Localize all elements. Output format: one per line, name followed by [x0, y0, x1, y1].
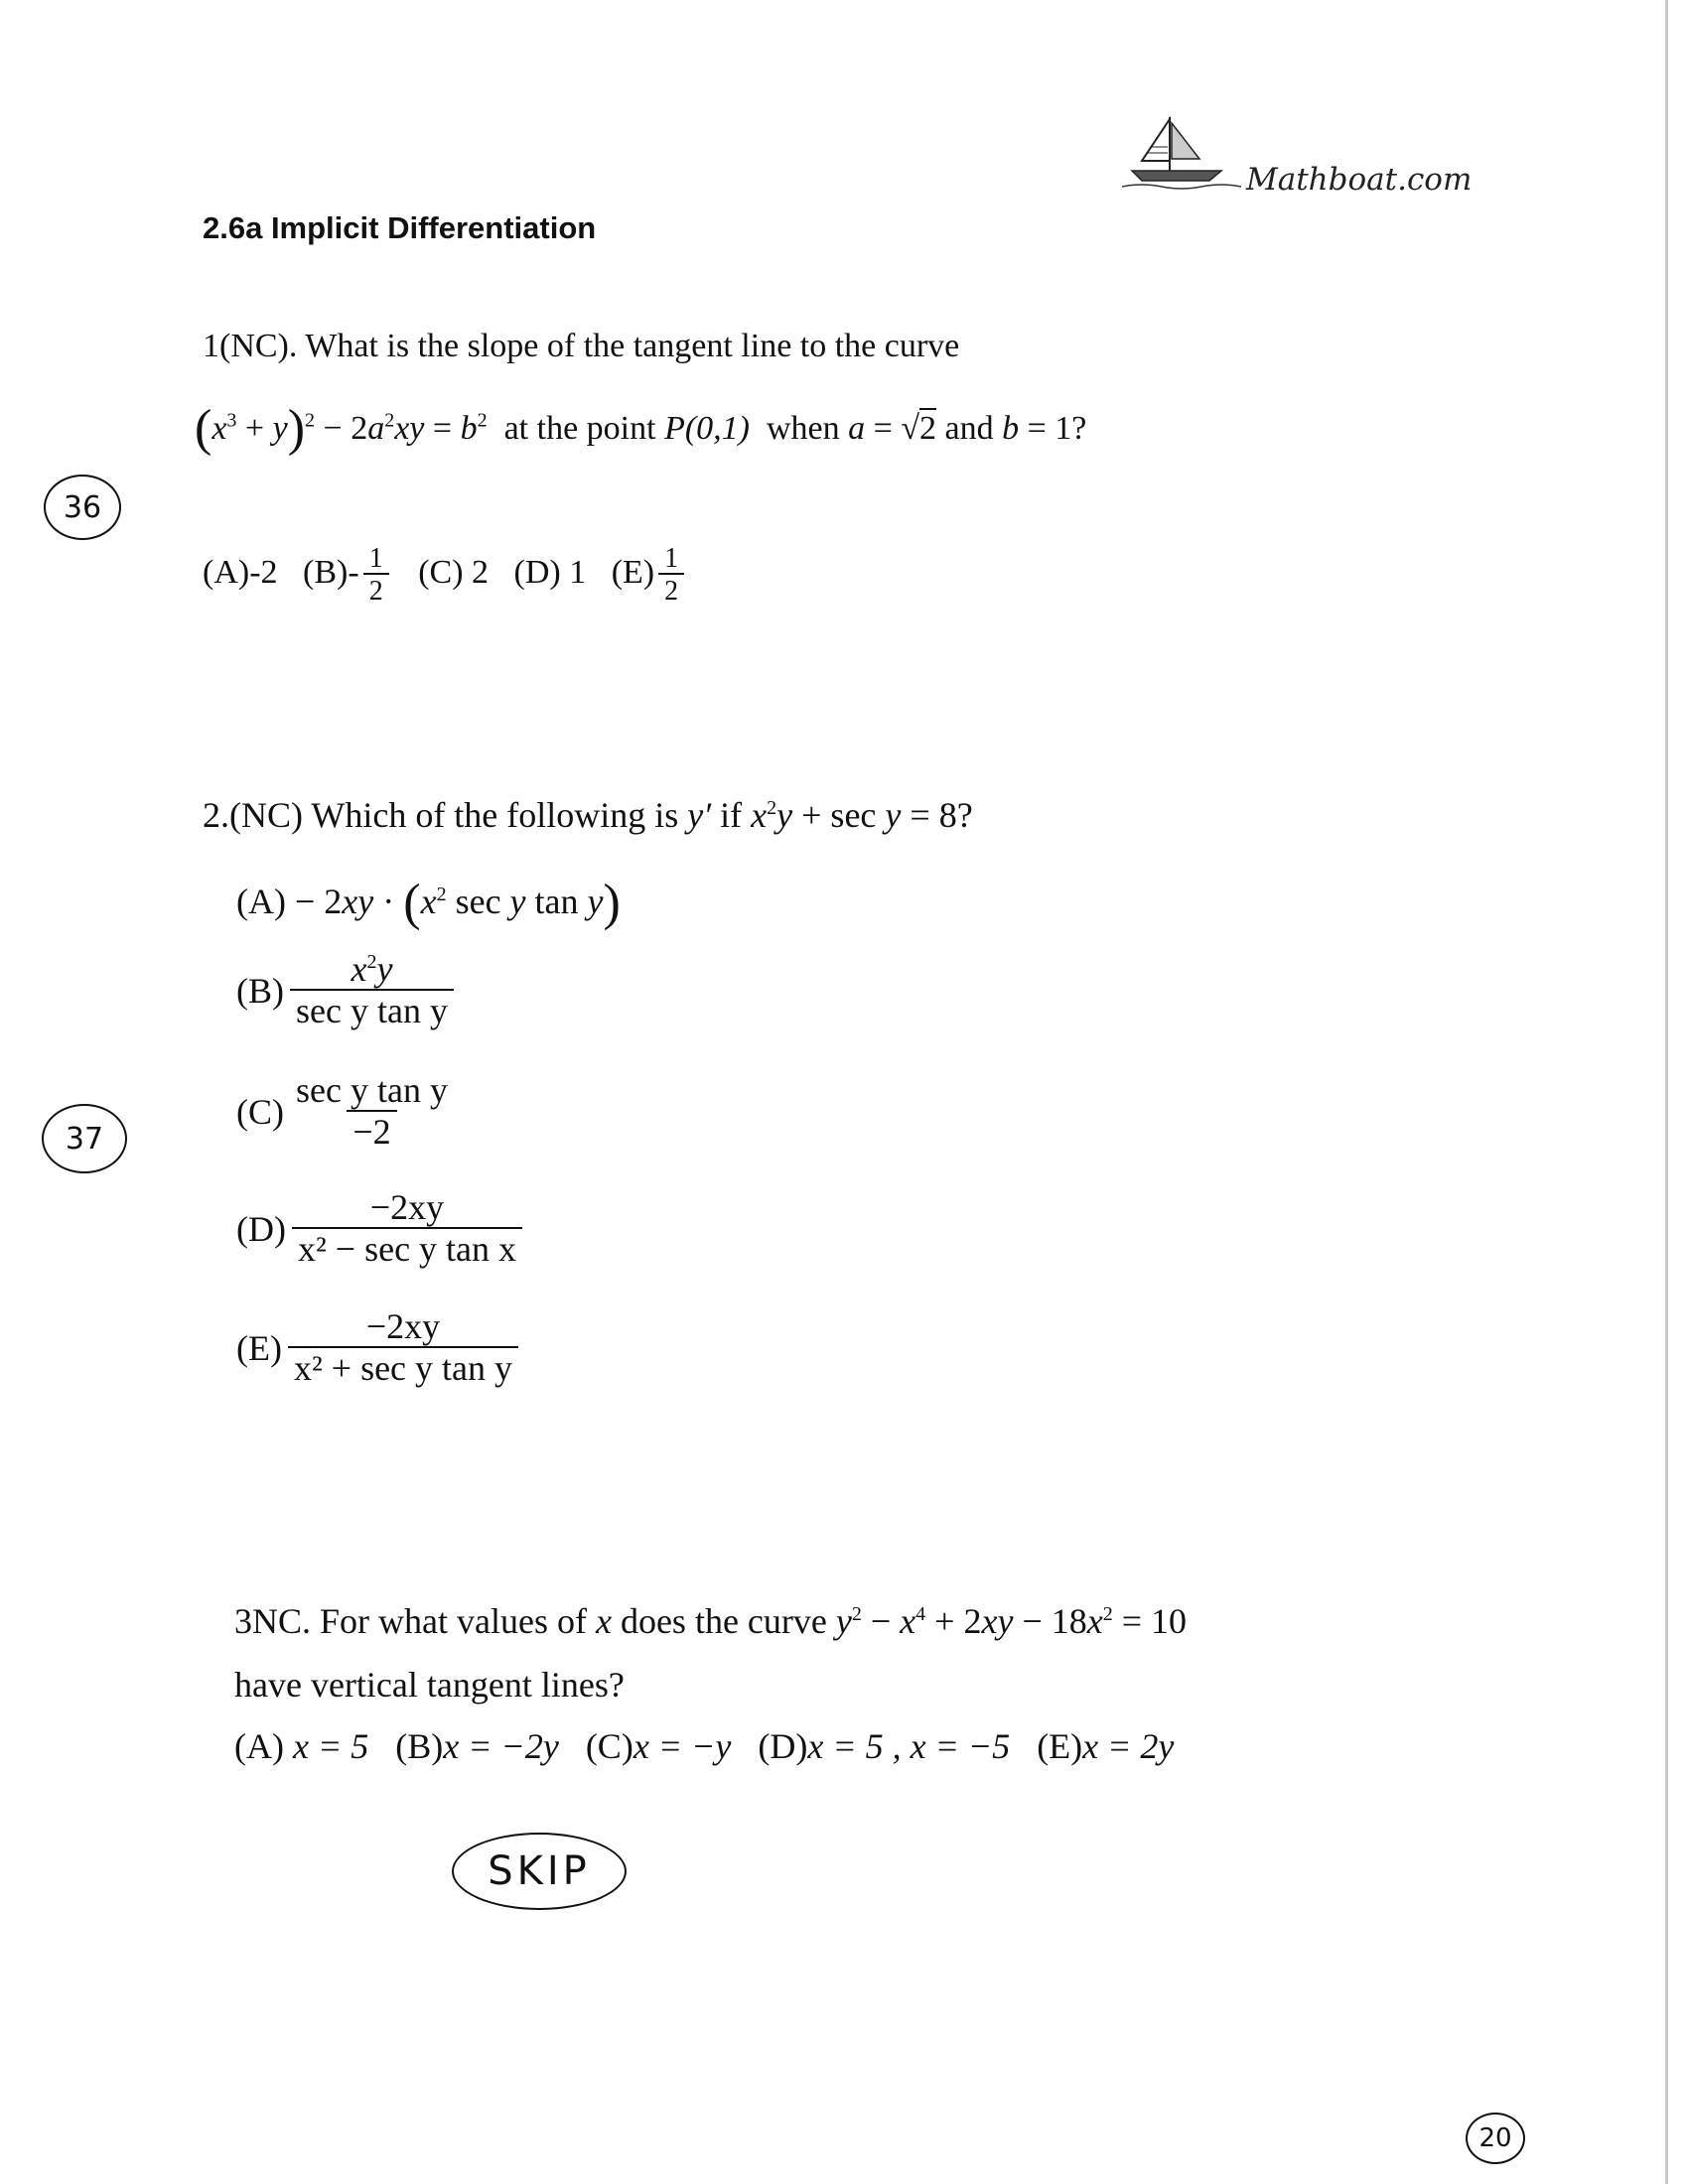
- q2-option-b[interactable]: (B) $\frac{x^2y}{\text{sec y tan y}}$: [236, 951, 458, 1030]
- q2-option-a[interactable]: $(A) - 2xy \cdot (x^2$ sec y tan y): [236, 875, 621, 931]
- q2-option-c[interactable]: (C) $\frac{\text{sec y tan y}}{-2}$: [236, 1070, 448, 1152]
- q1-option-a[interactable]: (A)-2: [203, 554, 278, 592]
- q1-when-text: when: [766, 410, 840, 447]
- q3-option-d[interactable]: (D)x = 5 , x = −5: [758, 1726, 1011, 1766]
- q2-option-e[interactable]: (E) $\frac{-2xy}{\text{x² + sec y tan y}}$: [236, 1308, 522, 1388]
- q1-option-c[interactable]: (C) 2: [418, 554, 490, 592]
- q1-option-b[interactable]: (B)- $\frac{1}{2}$: [303, 554, 393, 591]
- q3-line2: have vertical tangent lines?: [234, 1665, 625, 1705]
- section-title: 2.6a Implicit Differentiation: [203, 210, 597, 245]
- q1-point: P(0,1): [664, 410, 750, 447]
- q3-option-a[interactable]: (A) x = 5: [234, 1726, 369, 1766]
- q1-intro: 1(NC). What is the slope of the tangent line to the curve: [203, 328, 960, 364]
- q3-stem: 3NC. For what values of x does the curve $y^2 - x^4 + 2xy - 18x^2 = 10$: [234, 1601, 1188, 1641]
- q1-option-e[interactable]: (E) $\frac{1}{2}$: [612, 554, 688, 591]
- q3-option-c[interactable]: (C)x = −y: [585, 1726, 732, 1766]
- q1-option-d[interactable]: (D) 1: [513, 554, 587, 592]
- q1-and-text: and: [944, 410, 994, 447]
- q2-stem: 2.(NC) Which of the following is y′ if $x^2y + \sec y = 8$?: [203, 795, 973, 835]
- q3-option-b[interactable]: (B)x = −2y: [395, 1726, 559, 1766]
- scan-edge-line: [1665, 0, 1668, 2184]
- page-number: 20: [1466, 2113, 1525, 2164]
- q3-options: [234, 1725, 1174, 1767]
- q1-options: [203, 544, 688, 607]
- q1-point-text: at the point: [503, 410, 656, 447]
- q1-equation: $(x^3 + y)^2 - 2a^2xy = b^2$ at the point P(0,1) when a = √2 and b = 1?: [195, 400, 1087, 457]
- margin-number-36: 36: [44, 475, 121, 540]
- sailboat-logo-icon: [1122, 109, 1241, 194]
- margin-number-37: 37: [42, 1104, 127, 1173]
- logo-text: Mathboat.com: [1246, 162, 1473, 198]
- q2-option-d[interactable]: (D) $\frac{-2xy}{\text{x² − sec y tan x}}$: [236, 1189, 526, 1269]
- q3-option-e[interactable]: (E)x = 2y: [1037, 1726, 1175, 1766]
- skip-note: SKIP: [452, 1833, 627, 1910]
